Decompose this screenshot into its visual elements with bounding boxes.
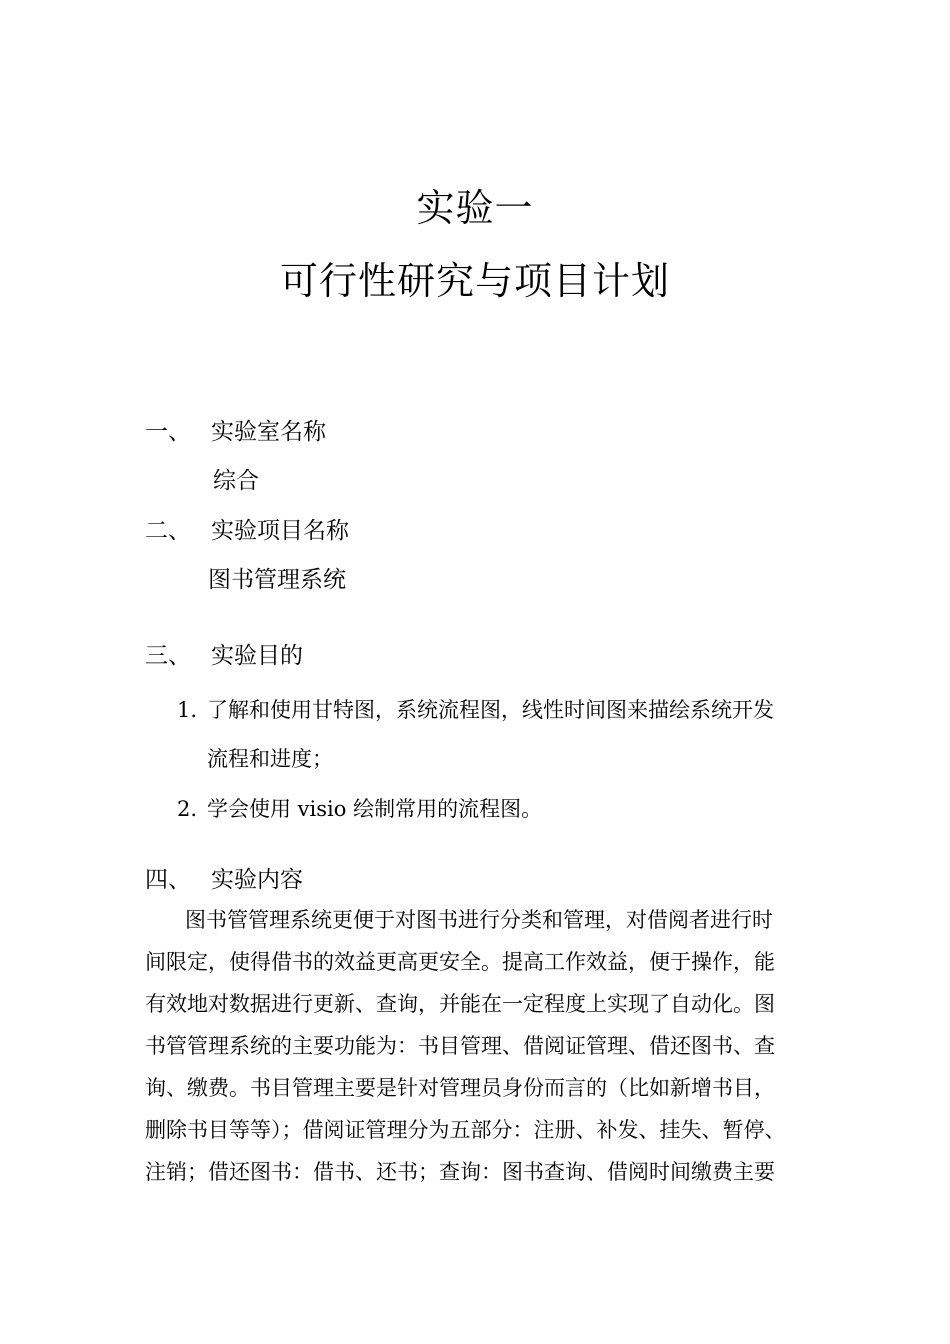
paragraph-line: 间限定，使得借书的效益更高更安全。提高工作效益，便于操作，能 xyxy=(145,950,775,974)
objective-1-text: 了解和使用甘特图，系统流程图，线性时间图来描绘系统开发 xyxy=(207,698,774,722)
paragraph-line: 书管管理系统的主要功能为：书目管理、借阅证管理、借还图书、查 xyxy=(145,1034,775,1058)
document-subtitle: 可行性研究与项目计划 xyxy=(279,259,670,303)
document-title: 实验一 xyxy=(416,186,534,230)
content-paragraph xyxy=(145,899,810,1193)
section-2-value: 图书管理系统 xyxy=(208,567,346,593)
section-1-value: 综合 xyxy=(213,468,259,494)
section-2-heading: 实验项目名称 xyxy=(211,518,349,544)
section-2-number: 二、 xyxy=(145,518,191,544)
paragraph-line: 有效地对数据进行更新、查询，并能在一定程度上实现了自动化。图 xyxy=(145,992,775,1016)
objective-2-number: 2. xyxy=(177,797,198,821)
objective-1-text-continued: 流程和进度； xyxy=(207,747,333,771)
paragraph-line: 询、缴费。书目管理主要是针对管理员身份而言的（比如新增书目， xyxy=(145,1076,775,1100)
objective-1-number: 1. xyxy=(177,698,198,722)
objective-2-text: 学会使用 visio 绘制常用的流程图。 xyxy=(207,797,543,821)
section-1-heading: 实验室名称 xyxy=(211,419,326,445)
section-3-heading: 实验目的 xyxy=(211,643,303,669)
paragraph-line: 注销；借还图书：借书、还书；查询：图书查询、借阅时间缴费主要 xyxy=(145,1160,775,1184)
section-3-number: 三、 xyxy=(145,643,191,669)
paragraph-line: 图书管管理系统更便于对图书进行分类和管理，对借阅者进行时 xyxy=(185,908,773,932)
paragraph-line: 删除书目等等）；借阅证管理分为五部分：注册、补发、挂失、暂停、 xyxy=(145,1118,786,1142)
section-4-heading: 实验内容 xyxy=(211,867,303,893)
section-4-number: 四、 xyxy=(145,867,191,893)
section-1-number: 一、 xyxy=(145,419,191,445)
